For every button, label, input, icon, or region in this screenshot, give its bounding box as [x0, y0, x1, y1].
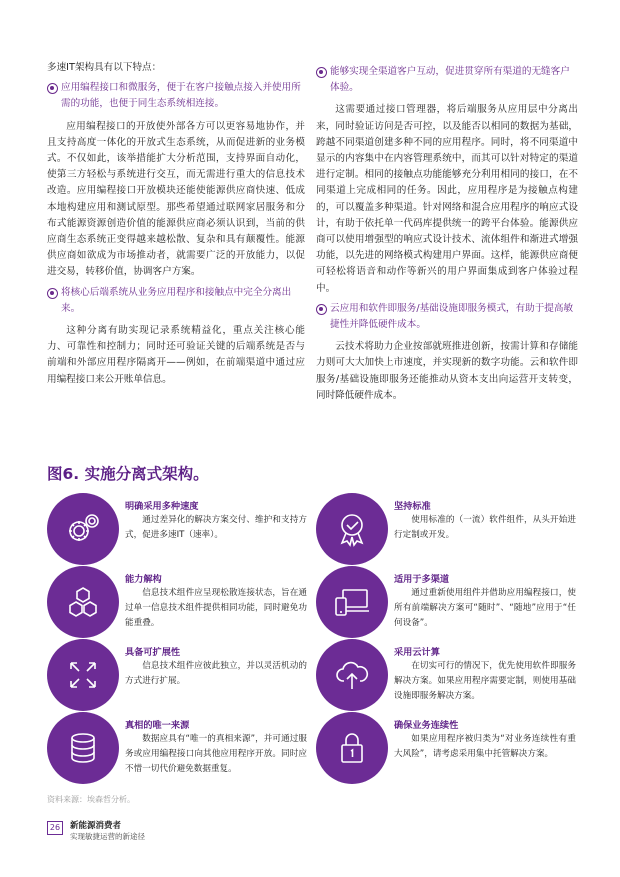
item-description: 如果应用程序被归类为“对业务连续性有重大风险”，请考虑采用集中托管解决方案。 [394, 734, 576, 759]
figure-item-standards [316, 493, 581, 573]
padlock-icon [316, 712, 388, 784]
left-column [47, 60, 305, 392]
item-description: 在切实可行的情况下，优先使用软件即服务解决方案。如果应用程序需要定制，则使用基础设施即服务解决方案。 [394, 661, 576, 701]
award-ribbon-icon [316, 493, 388, 565]
item-description: 信息技术组件应呈现松散连接状态，旨在通过单一信息技术组件提供相同功能，同时避免功能重叠。 [125, 588, 307, 628]
item-title: 能力解构 [125, 574, 162, 585]
item-title: 适用于多渠道 [394, 574, 450, 585]
bullet-decouple-backend: 将核心后端系统从业务应用程序和接触点中完全分离出来。 [47, 285, 305, 317]
item-description: 信息技术组件应彼此独立，并以灵活机动的方式进行扩展。 [125, 661, 307, 686]
figure-item-multichannel [316, 566, 581, 646]
paragraph-api-openness: 应用编程接口的开放使外部各方可以更容易地协作，并且支持高度一体化的开放式生态系统，从而促进新的业务模式。不仅如此，该举措能扩大分析范围，支持界面自动化，使第三方轻松与系统进行交互，而无需进行重大的信息技术改造。应用编程接口开放模块还能使能源供应商快速、低成本地构建应用和测试原型。那些希望通过联网家居服务和分布式能源资源创造价值的能源供应商必须认识到，当前的供应商生态系统正变得越来越松散、复杂和具有颠覆性。能源供应商如欲成为市场推动者，就需要广泛的开放能力，以促进交易，转移价值，协调客户方案。 [47, 120, 305, 278]
database-icon [47, 712, 119, 784]
item-title: 确保业务连续性 [394, 720, 459, 731]
paragraph-separation: 这种分离有助实现记录系统精益化，重点关注核心能力、可靠性和控制力；同时还可验证关键的后端系统是否与前端和外部应用程序隔离开——例如，在前端渠道中通过应用编程接口来公开账单信息。 [47, 325, 305, 385]
paragraph-interface-manager: 这需要通过接口管理器，将后端服务从应用层中分离出来，同时验证访问是否可控，以及能否以相同的数据为基础，跨越不同渠道创建多种不同的应用程序。同时，将不同渠道中显示的内容集中在内容管理系统中，而其可以针对特定的渠道进行定制。相同的接触点功能能够充分利用相同的接口，在不同渠道上完成相同的任务。因此，应用程序是为接触点构建的，可以覆盖多种渠道。针对网络和混合应用程序的响应式设计，有助于依托单一代码库提供统一的跨平台体验。能源供应商可以使用增强型的响应式设计技术、流体组件和渐进式增强功能，以先进的网络模式构建用户界面。这样，能源供应商便可轻松将语音和动作等新兴的用户界面集成到客户体验过程中。 [316, 104, 578, 294]
footer-title: 新能源消费者 [70, 821, 122, 831]
figure-item-continuity [316, 712, 581, 792]
figure-item-deconstruct [47, 566, 312, 646]
item-description: 数据应具有“唯一的真相来源”，并可通过服务或应用编程接口向其他应用程序开放。同时应不惜一切代价避免数据重复。 [125, 734, 307, 774]
expand-arrows-icon [47, 639, 119, 711]
devices-icon [316, 566, 388, 638]
bullet-apis-microservices: 应用编程接口和微服务，便于在客户接触点接入并使用所需的功能，也便于同生态系统相连接。 [47, 80, 305, 112]
item-title: 具备可扩展性 [125, 647, 181, 658]
page-number: 26 [47, 821, 63, 835]
figure-item-single-source [47, 712, 312, 792]
item-title: 采用云计算 [394, 647, 440, 658]
footer-subtitle: 实现敏捷运营的新途径 [70, 832, 145, 841]
gears-icon [47, 493, 119, 565]
item-title: 坚持标准 [394, 501, 431, 512]
item-description: 通过重新使用组件并借助应用编程接口，使所有前端解决方案可“随时”、“随地”应用于“任何设备”。 [394, 588, 576, 628]
source-note: 资料来源：埃森哲分析。 [47, 795, 135, 804]
item-description: 使用标准的（一流）软件组件，从头开始进行定制或开发。 [394, 515, 576, 540]
figure-title: 图6. 实施分离式架构。 [47, 465, 209, 483]
right-column [316, 60, 578, 408]
item-description: 通过差异化的解决方案交付、维护和支持方式，促进多速IT（速率）。 [125, 515, 307, 540]
figure-item-scalability [47, 639, 312, 719]
item-title: 真相的唯一来源 [125, 720, 190, 731]
bullet-omnichannel: 能够实现全渠道客户互动，促进贯穿所有渠道的无缝客户体验。 [316, 64, 578, 96]
figure-item-cloud [316, 639, 581, 719]
intro-text: 多速IT架构具有以下特点： [47, 62, 162, 73]
cubes-icon [47, 566, 119, 638]
bullet-cloud-saas: 云应用和软件即服务/基础设施即服务模式，有助于提高敏捷性并降低硬件成本。 [316, 301, 578, 333]
cloud-upload-icon [316, 639, 388, 711]
item-title: 明确采用多种速度 [125, 501, 199, 512]
figure-item-multi-speed [47, 493, 312, 573]
paragraph-cloud: 云技术将助力企业按部就班推进创新，按需计算和存储能力则可大大加快上市速度，并实现新的数字功能。云和软件即服务/基础设施即服务还能推动从资本支出向运营开支转变，同时降低硬件成本。 [316, 341, 578, 401]
